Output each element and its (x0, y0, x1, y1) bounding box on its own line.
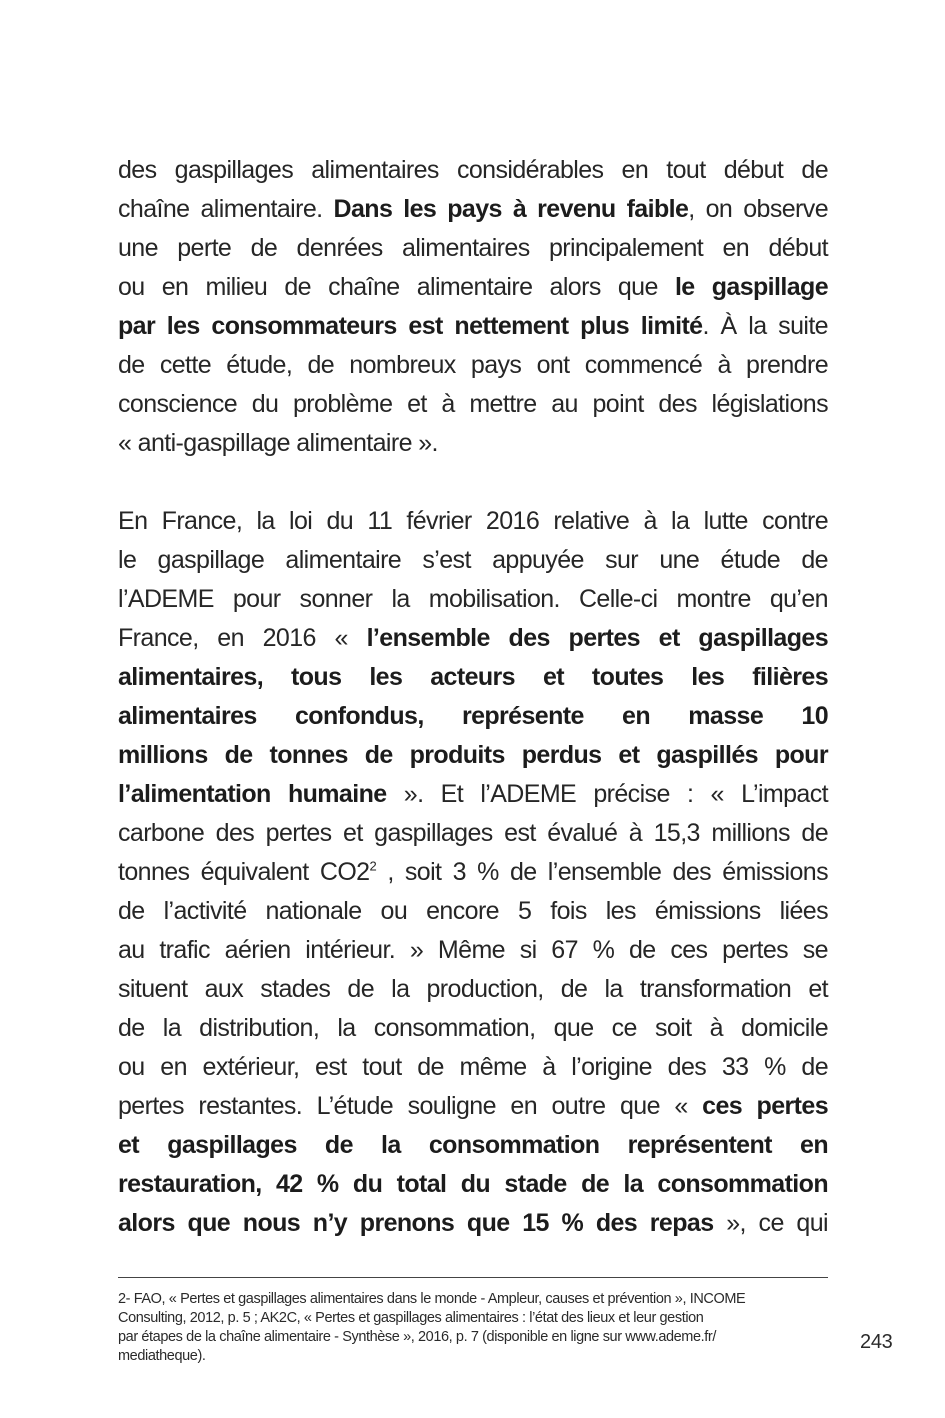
text-line (118, 619, 828, 658)
text-segment: ou en milieu de chaîne alimentaire alors que (118, 273, 675, 301)
paragraph-2 (118, 502, 828, 1243)
bold-text: restauration, 42 % du total du stade de la consommation (118, 1170, 828, 1198)
text-segment: conscience du problème et à mettre au point des législations (118, 390, 828, 418)
text-segment: de l’activité nationale ou encore 5 fois les émissions liées (118, 897, 828, 925)
paragraph-1 (118, 151, 828, 463)
text-segment: chaîne alimentaire. (118, 195, 334, 223)
text-line (118, 229, 828, 268)
text-segment: une perte de denrées alimentaires principalement en début (118, 234, 828, 262)
bold-text: alimentaires, tous les acteurs et toutes les filières (118, 663, 828, 691)
text-line (118, 346, 828, 385)
bold-text: ces pertes (702, 1092, 828, 1120)
text-line (118, 892, 828, 931)
text-segment: tonnes équivalent CO2 (118, 858, 370, 886)
bold-text: l’ensemble des pertes et gaspillages (366, 624, 828, 652)
text-line (118, 1009, 828, 1048)
footnote-reference: 2 (369, 858, 377, 874)
bold-text: millions de tonnes de produits perdus et gaspillés pour (118, 741, 828, 769)
text-line (118, 853, 828, 892)
bold-text: alors que nous n’y prenons que 15 % des repas (118, 1209, 714, 1237)
text-segment: , on observe (688, 195, 828, 223)
text-line (118, 424, 828, 463)
footnote-line: Consulting, 2012, p. 5 ; AK2C, « Pertes et gaspillages alimentaires : l’état des lieux et leur gestion (118, 1310, 704, 1326)
bold-text: le gaspillage (674, 273, 828, 301)
text-segment: le gaspillage alimentaire s’est appuyée sur une étude de (118, 546, 828, 574)
text-line (118, 151, 828, 190)
text-segment: pertes restantes. L’étude souligne en outre que « (118, 1092, 703, 1120)
footnote-line: 2- FAO, « Pertes et gaspillages alimentaires dans le monde - Ampleur, causes et prévention », INCOME (118, 1291, 746, 1307)
footnote-separator (118, 1277, 828, 1278)
text-segment: ». Et l’ADEME précise : « L’impact (386, 780, 828, 808)
text-line (118, 775, 828, 814)
text-line (118, 190, 828, 229)
text-line (118, 1048, 828, 1087)
bold-text: l’alimentation humaine (118, 780, 387, 808)
text-segment: . À la suite (702, 312, 828, 340)
text-line (118, 697, 828, 736)
text-segment: l’ADEME pour sonner la mobilisation. Celle-ci montre qu’en (118, 585, 828, 613)
text-line (118, 385, 828, 424)
text-line (118, 736, 828, 775)
text-line (118, 580, 828, 619)
bold-text: alimentaires confondus, représente en masse 10 (118, 702, 828, 730)
text-segment: des gaspillages alimentaires considérables en tout début de (118, 156, 828, 184)
footnote-line: par étapes de la chaîne alimentaire - Synthèse », 2016, p. 7 (disponible en ligne sur www.ademe.fr/ (118, 1329, 716, 1345)
text-segment: situent aux stades de la production, de la transformation et (118, 975, 828, 1003)
text-segment: , soit 3 % de l’ensemble des émissions (376, 858, 829, 886)
text-line (118, 814, 828, 853)
text-line (118, 268, 828, 307)
footnotes (118, 1290, 846, 1366)
text-segment: au trafic aérien intérieur. » Même si 67 % de ces pertes se (118, 936, 828, 964)
text-line (118, 658, 828, 697)
text-segment: carbone des pertes et gaspillages est évalué à 15,3 millions de (118, 819, 828, 847)
bold-text: et gaspillages de la consommation représentent en (118, 1131, 828, 1159)
text-line (118, 1087, 828, 1126)
text-line (118, 1165, 828, 1204)
text-line (118, 1204, 828, 1243)
text-segment: de cette étude, de nombreux pays ont commencé à prendre (118, 351, 828, 379)
text-segment: En France, la loi du 11 février 2016 relative à la lutte contre (118, 507, 828, 535)
bold-text: Dans les pays à revenu faible (333, 195, 689, 223)
text-segment: », ce qui (713, 1209, 828, 1237)
bold-text: par les consommateurs est nettement plus limité (118, 312, 703, 340)
text-segment: de la distribution, la consommation, que ce soit à domicile (118, 1014, 828, 1042)
text-line (118, 307, 828, 346)
text-line (118, 970, 828, 1009)
page-number: 243 (860, 1331, 893, 1353)
text-segment: ou en extérieur, est tout de même à l’origine des 33 % de (118, 1053, 828, 1081)
text-segment: France, en 2016 « (118, 624, 367, 652)
footnote-line: mediatheque). (118, 1348, 206, 1364)
text-segment: « anti-gaspillage alimentaire ». (118, 429, 438, 457)
text-line (118, 1126, 828, 1165)
text-line (118, 541, 828, 580)
text-line (118, 502, 828, 541)
text-line (118, 931, 828, 970)
